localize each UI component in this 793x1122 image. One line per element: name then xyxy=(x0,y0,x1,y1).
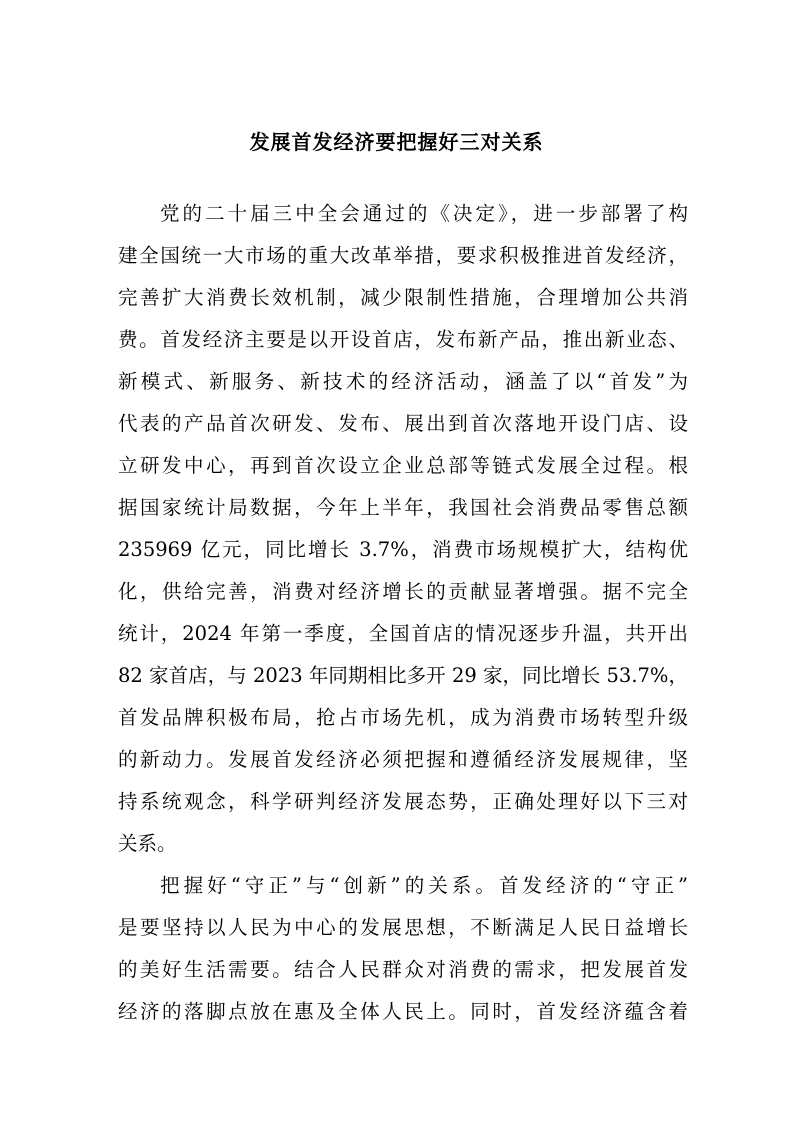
paragraph-line: 关系。 xyxy=(118,832,177,855)
paragraph-line: 82 家首店，与 2023 年同期相比多开 29 家，同比增长 53.7%， xyxy=(118,664,688,687)
paragraph-line: 把握好“守正”与“创新”的关系。首发经济的“守正” xyxy=(160,874,688,897)
paragraph-line: 立研发中心，再到首次设立企业总部等链式发展全过程。根 xyxy=(118,454,688,477)
document-title: 发展首发经济要把握好三对关系 xyxy=(249,130,544,154)
paragraph-line: 的新动力。发展首发经济必须把握和遵循经济发展规律，坚 xyxy=(118,748,688,771)
paragraph-line: 完善扩大消费长效机制，减少限制性措施，合理增加公共消 xyxy=(118,286,688,309)
paragraph-line: 据国家统计局数据，今年上半年，我国社会消费品零售总额 xyxy=(118,496,688,519)
paragraph-line: 持系统观念，科学研判经济发展态势，正确处理好以下三对 xyxy=(118,790,688,813)
paragraph-line: 化，供给完善，消费对经济增长的贡献显著增强。据不完全 xyxy=(118,580,688,603)
paragraph-line: 代表的产品首次研发、发布、展出到首次落地开设门店、设 xyxy=(118,412,688,435)
paragraph-line: 统计，2024 年第一季度，全国首店的情况逐步升温，共开出 xyxy=(118,622,688,645)
paragraph-line: 建全国统一大市场的重大改革举措，要求积极推进首发经济， xyxy=(118,244,688,267)
paragraph-line: 费。首发经济主要是以开设首店，发布新产品，推出新业态、 xyxy=(118,328,688,351)
paragraph-line: 经济的落脚点放在惠及全体人民上。同时，首发经济蕴含着 xyxy=(118,1000,688,1023)
paragraph-line: 的美好生活需要。结合人民群众对消费的需求，把发展首发 xyxy=(118,958,688,981)
paragraph-line: 首发品牌积极布局，抢占市场先机，成为消费市场转型升级 xyxy=(118,706,688,729)
paragraph-line: 党的二十届三中全会通过的《决定》，进一步部署了构 xyxy=(160,202,688,225)
paragraph-line: 是要坚持以人民为中心的发展思想，不断满足人民日益增长 xyxy=(118,916,688,939)
paragraph-line: 新模式、新服务、新技术的经济活动，涵盖了以“首发”为 xyxy=(118,370,688,393)
paragraph-line: 235969 亿元，同比增长 3.7%，消费市场规模扩大，结构优 xyxy=(118,538,688,561)
